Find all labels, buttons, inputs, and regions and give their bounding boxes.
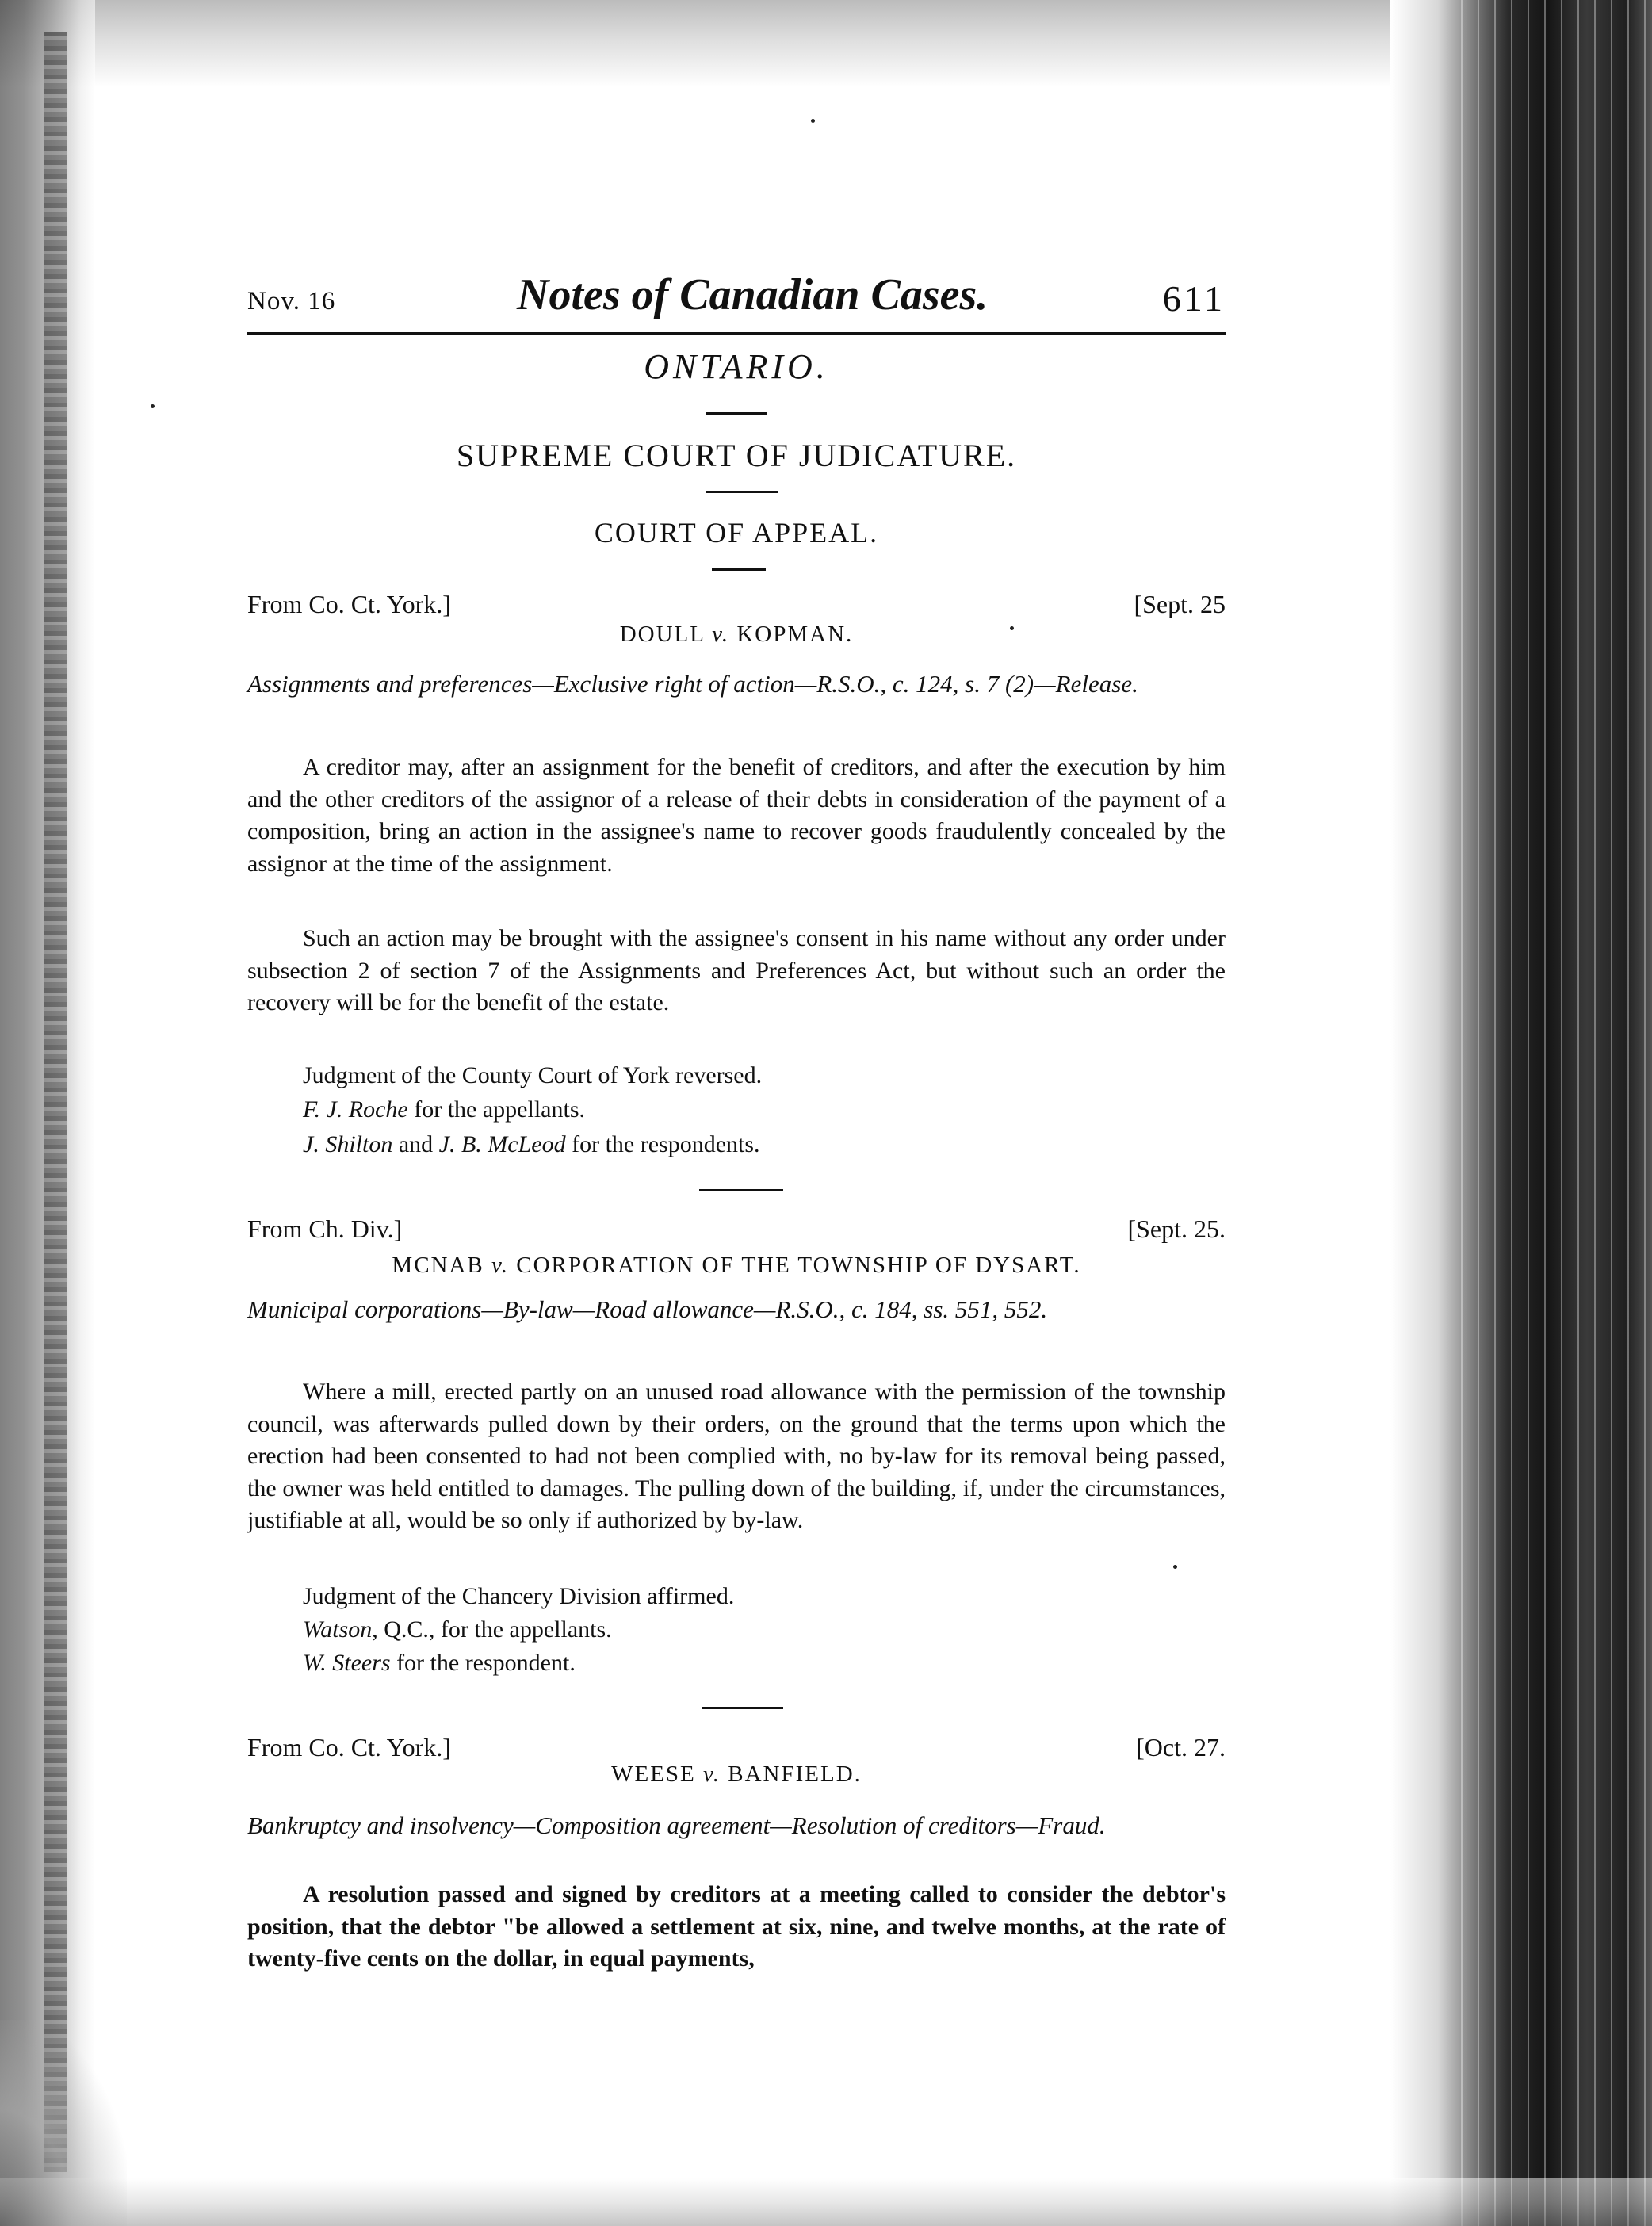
case1-judgment: Judgment of the County Court of York reversed. <box>303 1062 763 1088</box>
section-divider <box>712 568 766 571</box>
case3-from: From Co. Ct. York.] <box>247 1733 451 1761</box>
case2-respondent: W. Steers for the respondent. <box>303 1650 576 1676</box>
case1-title <box>247 622 1226 648</box>
case1-respondents-counsel: J. Shilton <box>303 1131 393 1157</box>
case2-headnote: Municipal corporations—By-law—Road allowance—R.S.O., c. 184, ss. 551, 552. <box>247 1295 1048 1323</box>
province-heading: ONTARIO. <box>644 347 829 386</box>
scan-right-streaks <box>1454 0 1652 2226</box>
case3-paragraph: A resolution passed and signed by creditors at a meeting called to consider the debtor's position, that the debtor "be allowed a settlement at six, nine, and twelve months, at the rate of twenty-five cents on the dollar, in equal payments, <box>247 1881 1226 1972</box>
case1-headnote: Assignments and preferences—Exclusive right of action—R.S.O., c. 124, s. 7 (2)—Release. <box>247 670 1138 698</box>
case1-respondents-counsel: J. B. McLeod <box>438 1131 566 1157</box>
page-number: 611 <box>1162 278 1226 319</box>
section-divider <box>706 491 778 493</box>
case3-date: [Oct. 27. <box>1136 1733 1226 1761</box>
case1-appellants-counsel: F. J. Roche <box>303 1096 408 1123</box>
case-divider <box>699 1189 783 1191</box>
case1-paragraph: A creditor may, after an assignment for the benefit of creditors, and after the execution by him and the other creditors of the assignor of a release of their debts in consideration of the payment of a composition, bring an action in the assignee's name to recover goods fraudulently concealed by the assignor at the time of the assignment. <box>247 754 1226 877</box>
court-heading: SUPREME COURT OF JUDICATURE. <box>456 438 1017 473</box>
case1-respondents: J. Shilton and J. B. McLeod for the respondents. <box>303 1131 760 1157</box>
case2-title <box>247 1253 1226 1279</box>
case-divider <box>702 1707 783 1709</box>
running-header <box>247 270 1226 333</box>
case1-versus: v. <box>712 622 730 647</box>
case1-from: From Co. Ct. York.] <box>247 590 451 618</box>
case1-plaintiff: DOULL <box>619 622 705 647</box>
case3-plaintiff: WEESE <box>611 1761 696 1787</box>
header-title: Notes of Canadian Cases. <box>517 270 989 319</box>
case3-title <box>247 1761 1226 1788</box>
case2-judgment: Judgment of the Chancery Division affirmed. <box>303 1583 735 1609</box>
case2-appellants-counsel: Watson <box>303 1616 373 1643</box>
case2-appellants: Watson, Q.C., for the appellants. <box>303 1616 612 1643</box>
case1-paragraph: Such an action may be brought with the assignee's consent in his name without any order under subsection 2 of section 7 of the Assignments and Preferences Act, but without such an order the recovery will be for the benefit of the estate. <box>247 925 1226 1015</box>
scan-bottom-shadow <box>0 2178 1652 2226</box>
scan-speck <box>1173 1565 1177 1569</box>
scan-binding-edge <box>44 32 67 2172</box>
scan-speck <box>151 404 155 408</box>
case2-plaintiff: MCNAB <box>392 1253 484 1278</box>
case2-respondent-counsel: W. Steers <box>303 1650 391 1676</box>
case2-date: [Sept. 25. <box>1127 1214 1226 1243</box>
case2-versus: v. <box>491 1253 509 1278</box>
header-date: Nov. 16 <box>247 287 336 316</box>
case3-versus: v. <box>703 1761 721 1787</box>
case2-defendant: CORPORATION OF THE TOWNSHIP OF DYSART. <box>516 1253 1081 1278</box>
case2-paragraph: Where a mill, erected partly on an unused road allowance with the permission of the township council, was afterwards pulled down by their orders, on the ground that the terms upon which the erection had been consented to had not been complied with, no by-law for its removal being passed, the owner was held entitled to damages. The pulling down of the building, if, under the circumstances, justifiable at all, would be so only if authorized by by-law. <box>247 1379 1226 1533</box>
case1-date: [Sept. 25 <box>1134 590 1226 618</box>
division-heading: COURT OF APPEAL. <box>594 517 879 549</box>
case1-defendant: KOPMAN. <box>736 622 854 647</box>
case3-headnote: Bankruptcy and insolvency—Composition agreement—Resolution of creditors—Fraud. <box>247 1811 1106 1839</box>
case3-defendant: BANFIELD. <box>728 1761 862 1787</box>
scan-speck <box>811 119 815 123</box>
section-divider <box>706 412 767 415</box>
header-rule <box>247 332 1226 335</box>
scan-corner-shadow <box>0 2020 127 2226</box>
case2-from: From Ch. Div.] <box>247 1214 403 1243</box>
case1-appellants: F. J. Roche for the appellants. <box>303 1096 585 1123</box>
